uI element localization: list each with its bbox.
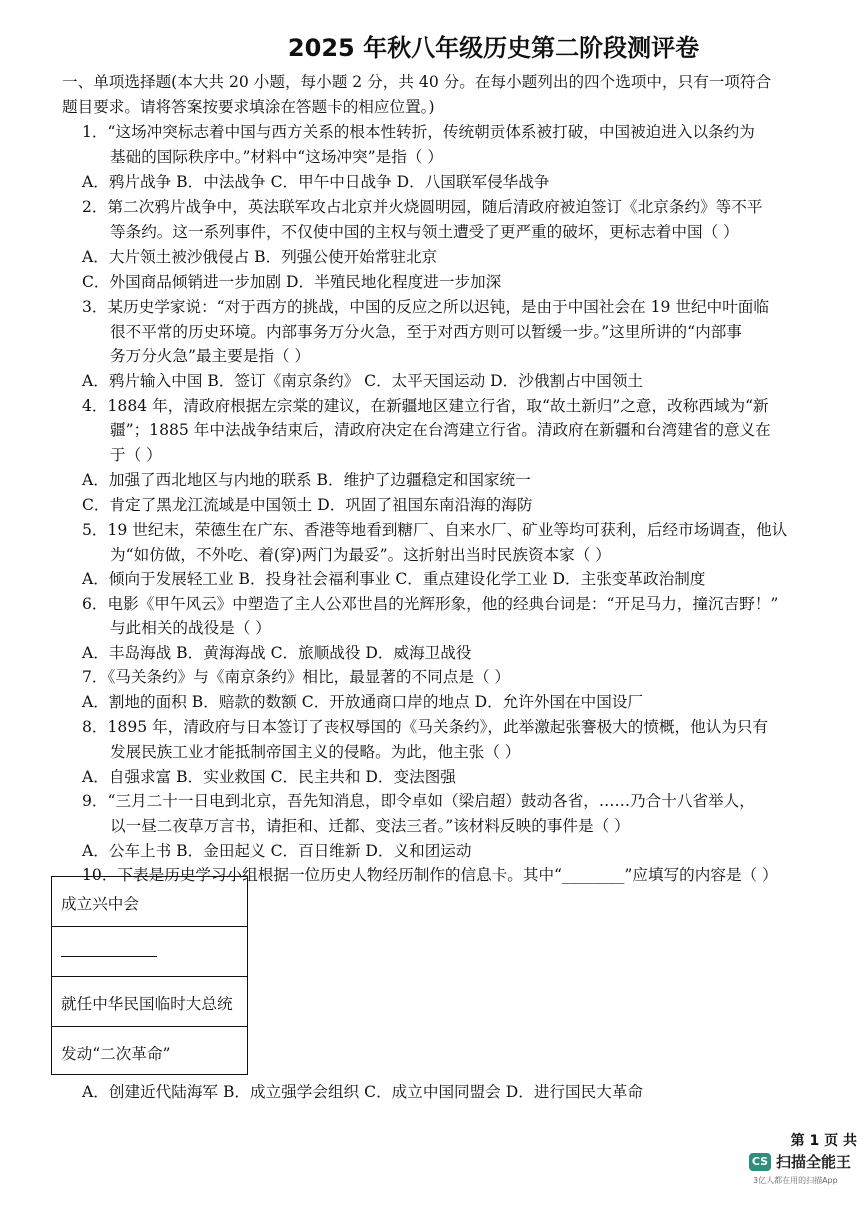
question-line: C．肯定了黑龙江流域是中国领土 D．巩固了祖国东南沿海的海防 (82, 496, 533, 514)
question-line: 10．下表是历史学习小组根据一位历史人物经历制作的信息卡。其中“________”应填写的内容是（ ） (82, 866, 778, 884)
scanner-logo-icon: CS (749, 1153, 771, 1171)
question-line: 与此相关的战役是（ ） (110, 619, 271, 637)
question-line: A．自强求富 B．实业救国 C．民主共和 D．变法图强 (82, 768, 456, 786)
question-line: 以一昼二夜草万言书，请拒和、迁都、变法三者。”该材料反映的事件是（ ） (110, 817, 630, 835)
question-line: A．大片领土被沙俄侵占 B．列强公使开始常驻北京 (82, 248, 438, 266)
table-row: 就任中华民国临时大总统 (52, 977, 247, 1027)
question-line: 很不平常的历史环境。内部事务万分火急，至于对西方则可以暂缓一步。”这里所讲的“内部事 (110, 323, 742, 341)
table-row: 成立兴中会 (52, 877, 247, 927)
question-line: A．公车上书 B．金田起义 C．百日维新 D．义和团运动 (82, 842, 472, 860)
info-card-table (51, 876, 248, 1075)
scanner-logo-tagline: 3亿人都在用的扫描App (753, 1176, 838, 1185)
q10-options: A．创建近代陆海军 B．成立强学会组织 C．成立中国同盟会 D．进行国民大革命 (82, 1083, 644, 1101)
question-line: 1．“这场冲突标志着中国与西方关系的根本性转折，传统朝贡体系被打破，中国被迫进入以条约为 (82, 123, 755, 141)
exam-title: 2025 年秋八年级历史第二阶段测评卷 (287, 34, 700, 62)
question-line: A．加强了西北地区与内地的联系 B．维护了边疆稳定和国家统一 (82, 471, 531, 489)
blank-underline (61, 942, 157, 957)
question-line: 8．1895 年，清政府与日本签订了丧权辱国的《马关条约》，此举激起张謇极大的愤概，他认为只有 (82, 718, 769, 736)
table-row: 发动“二次革命” (61, 1045, 171, 1063)
question-line: 9．“三月二十一日电到北京，吾先知消息，即令卓如（梁启超）鼓动各省，……乃合十八省举人， (82, 792, 755, 810)
question-line: A．丰岛海战 B．黄海海战 C．旅顺战役 D．威海卫战役 (82, 644, 472, 662)
section-heading: 一、单项选择题(本大共 20 小题，每小题 2 分，共 40 分。在每小题列出的四个选项中，只有一项符合 (62, 73, 772, 91)
question-line: 于（ ） (110, 446, 162, 464)
scanner-logo (749, 1151, 851, 1172)
question-line: 2．第二次鸦片战争中，英法联军攻占北京并火烧圆明园，随后清政府被迫签订《北京条约》等不平 (82, 198, 763, 216)
question-line: A．鸦片战争 B．中法战争 C．甲午中日战争 D．八国联军侵华战争 (82, 173, 550, 191)
question-line: A．倾向于发展轻工业 B．投身社会福利事业 C．重点建设化学工业 D．主张变革政治制度 (82, 570, 706, 588)
question-line: 7．《马关条约》与《南京条约》相比，最显著的不同点是（ ） (82, 668, 511, 686)
question-line: 为“如仿做，不外吃、着(穿)两门为最妥”。这折射出当时民族资本家（ ） (110, 546, 611, 564)
question-line: 发展民族工业才能抵制帝国主义的侵略。为此，他主张（ ） (110, 743, 521, 761)
question-line: 4．1884 年，清政府根据左宗棠的建议，在新疆地区建立行省，取“故土新归”之意，改称西域为“新 (82, 397, 769, 415)
question-line: 6．电影《甲午风云》中塑造了主人公邓世昌的光辉形象，他的经典台词是：“开足马力，撞沉吉野！” (82, 595, 779, 613)
question-line: 务万分火急”最主要是指（ ） (110, 347, 311, 365)
question-line: 5．19 世纪末，荣德生在广东、香港等地看到糖厂、自来水厂、矿业等均可获利，后经市场调查，他认 (82, 521, 788, 539)
section-heading-cont: 题目要求。请将答案按要求填涂在答题卡的相应位置。) (62, 98, 435, 116)
question-line: C．外国商品倾销进一步加剧 D．半殖民地化程度进一步加深 (82, 273, 502, 291)
question-line: 基础的国际秩序中。”材料中“这场冲突”是指（ ） (110, 148, 443, 166)
page-number: 第 1 页 共 (790, 1133, 857, 1149)
question-line: A．鸦片输入中国 B．签订《南京条约》 C．太平天国运动 D．沙俄割占中国领土 (82, 372, 644, 390)
question-line: 疆”；1885 年中法战争结束后，清政府决定在台湾建立行省。清政府在新疆和台湾建省的意义在 (110, 421, 771, 439)
question-line: 3．某历史学家说：“对于西方的挑战，中国的反应之所以迟钝，是由于中国社会在 19 世纪中叶面临 (82, 298, 769, 316)
table-row-blank (52, 927, 247, 977)
scanner-logo-name: 扫描全能王 (776, 1153, 852, 1171)
question-line: A．割地的面积 B．赔款的数额 C．开放通商口岸的地点 D．允许外国在中国设厂 (82, 693, 644, 711)
question-line: 等条约。这一系列事件，不仅使中国的主权与领土遭受了更严重的破坏，更标志着中国（ ） (110, 223, 739, 241)
